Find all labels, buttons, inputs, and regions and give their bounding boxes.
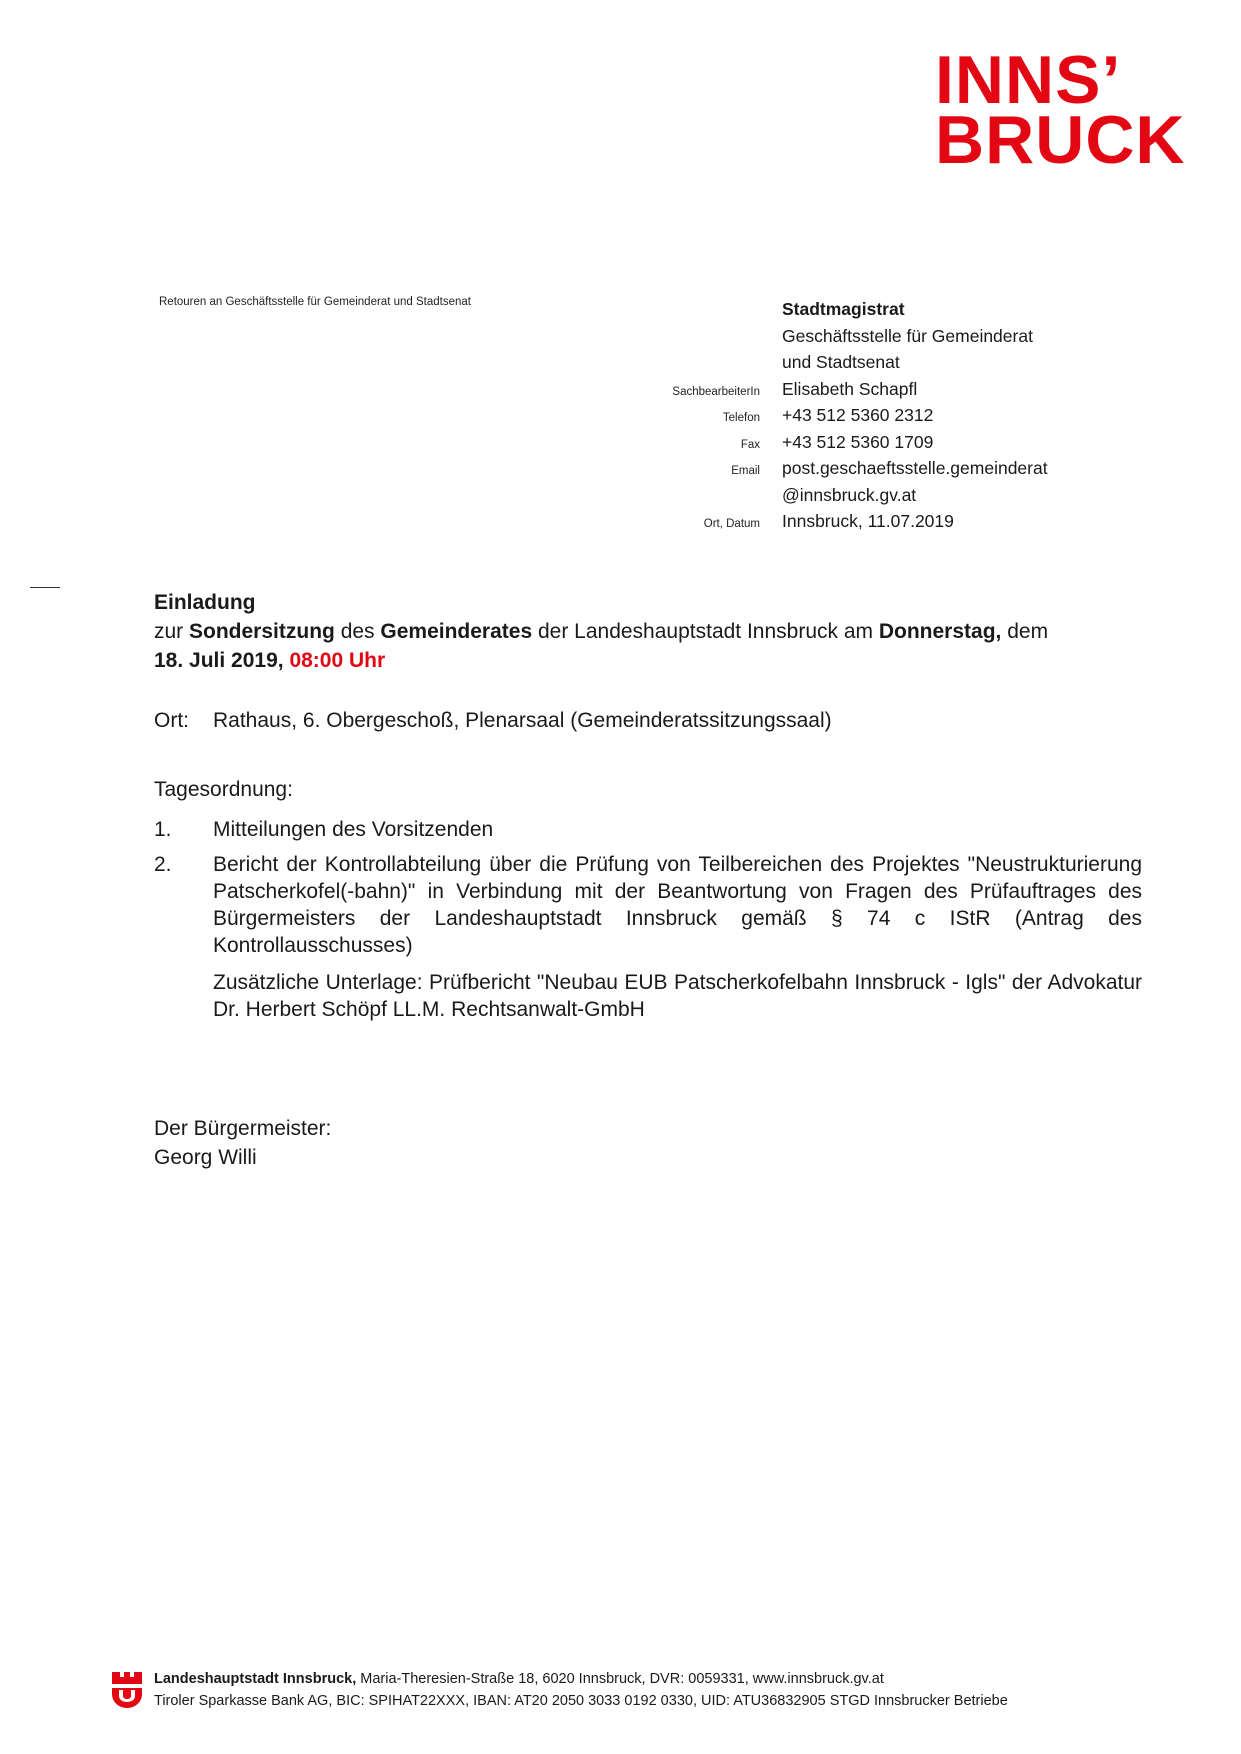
invitation-block <box>154 588 1134 675</box>
return-address: Retouren an Geschäftsstelle für Gemeinderat und Stadtsenat <box>159 296 471 308</box>
unit-line-2: und Stadtsenat <box>782 352 900 372</box>
invitation-text: zur Sondersitzung des Gemeinderates der Landeshauptstadt Innsbruck am Donnerstag, dem 18. Juli 2019, 08:00 Uhr <box>154 620 1049 672</box>
city-emblem-icon <box>110 1670 144 1710</box>
footer-org: Landeshauptstadt Innsbruck, <box>154 1671 357 1687</box>
location-value: Rathaus, 6. Obergeschoß, Plenarsaal (Gemeinderatssitzungssaal) <box>213 709 832 732</box>
logo-line-1: INNS’ <box>935 42 1122 118</box>
logo-line-2: BRUCK <box>935 102 1186 178</box>
department: Stadtmagistrat <box>782 299 905 319</box>
agenda-list <box>154 816 1142 1023</box>
agenda-item <box>154 816 1142 843</box>
agenda-text: Bericht der Kontrollabteilung über die Prüfung von Teilbereichen des Projektes "Neustrukturierung Patscherkofel(-bahn)" in Verbindung mit der Beantwortung von Fragen des Prüfauftrages des Bürgermeisters der Landeshauptstadt Innsbruck gemäß § 74 c IStR (Antrag des Kontrollausschusses) <box>213 853 1142 957</box>
location-label: Ort: <box>154 709 189 732</box>
contact-value: +43 512 5360 1709 <box>782 431 934 452</box>
invitation-title: Einladung <box>154 591 256 614</box>
contact-row-fax <box>560 429 1200 456</box>
contact-value: post.geschaeftsstelle.gemeinderat <box>782 458 1048 478</box>
contact-label: Fax <box>740 438 760 451</box>
signature-role: Der Bürgermeister: <box>154 1117 332 1140</box>
contact-label: Email <box>731 465 760 477</box>
agenda-heading: Tagesordnung: <box>154 778 293 801</box>
signature-name: Georg Willi <box>154 1146 257 1169</box>
fold-mark <box>30 587 60 588</box>
signature-block <box>154 1114 331 1172</box>
footer-line-2: Tiroler Sparkasse Bank AG, BIC: SPIHAT22XXX, IBAN: AT20 2050 3033 0192 0330, UID: ATU36832905 STGD Innsbrucker Betriebe <box>154 1692 1008 1709</box>
meeting-date: 18. Juli 2019, <box>154 649 284 672</box>
contact-value: Innsbruck, 11.07.2019 <box>782 511 954 531</box>
footer-line-1: Landeshauptstadt Innsbruck, Maria-Theresien-Straße 18, 6020 Innsbruck, DVR: 0059331, www.innsbruck.gv.at <box>154 1671 884 1687</box>
contact-row-email <box>560 455 1200 482</box>
contact-value: @innsbruck.gv.at <box>782 484 917 505</box>
contact-block <box>560 296 1200 535</box>
contact-row-clerk <box>560 376 1200 403</box>
innsbruck-logo <box>935 42 1186 178</box>
contact-label: Ort, Datum <box>703 518 760 530</box>
agenda-supplement: Zusätzliche Unterlage: Prüfbericht "Neubau EUB Patscherkofelbahn Innsbruck - Igls" der Advokatur Dr. Herbert Schöpf LL.M. Rechtsanwalt-GmbH <box>213 971 1142 1021</box>
contact-row-email-domain <box>560 482 1200 509</box>
contact-row-date <box>560 508 1200 535</box>
contact-value: Elisabeth Schapfl <box>782 378 918 399</box>
agenda-number: 1. <box>154 818 172 841</box>
contact-value: +43 512 5360 2312 <box>782 405 934 425</box>
contact-label: Telefon <box>722 412 760 424</box>
footer <box>154 1669 1008 1712</box>
agenda-text: Mitteilungen des Vorsitzenden <box>213 818 494 841</box>
contact-row-phone <box>560 402 1200 429</box>
agenda-item <box>154 851 1142 959</box>
agenda-number: 2. <box>154 853 172 876</box>
contact-label: SachbearbeiterIn <box>672 385 760 398</box>
unit-line-1: Geschäftsstelle für Gemeinderat <box>782 325 1033 346</box>
meeting-time: 08:00 Uhr <box>289 649 386 672</box>
location-row <box>154 709 832 733</box>
